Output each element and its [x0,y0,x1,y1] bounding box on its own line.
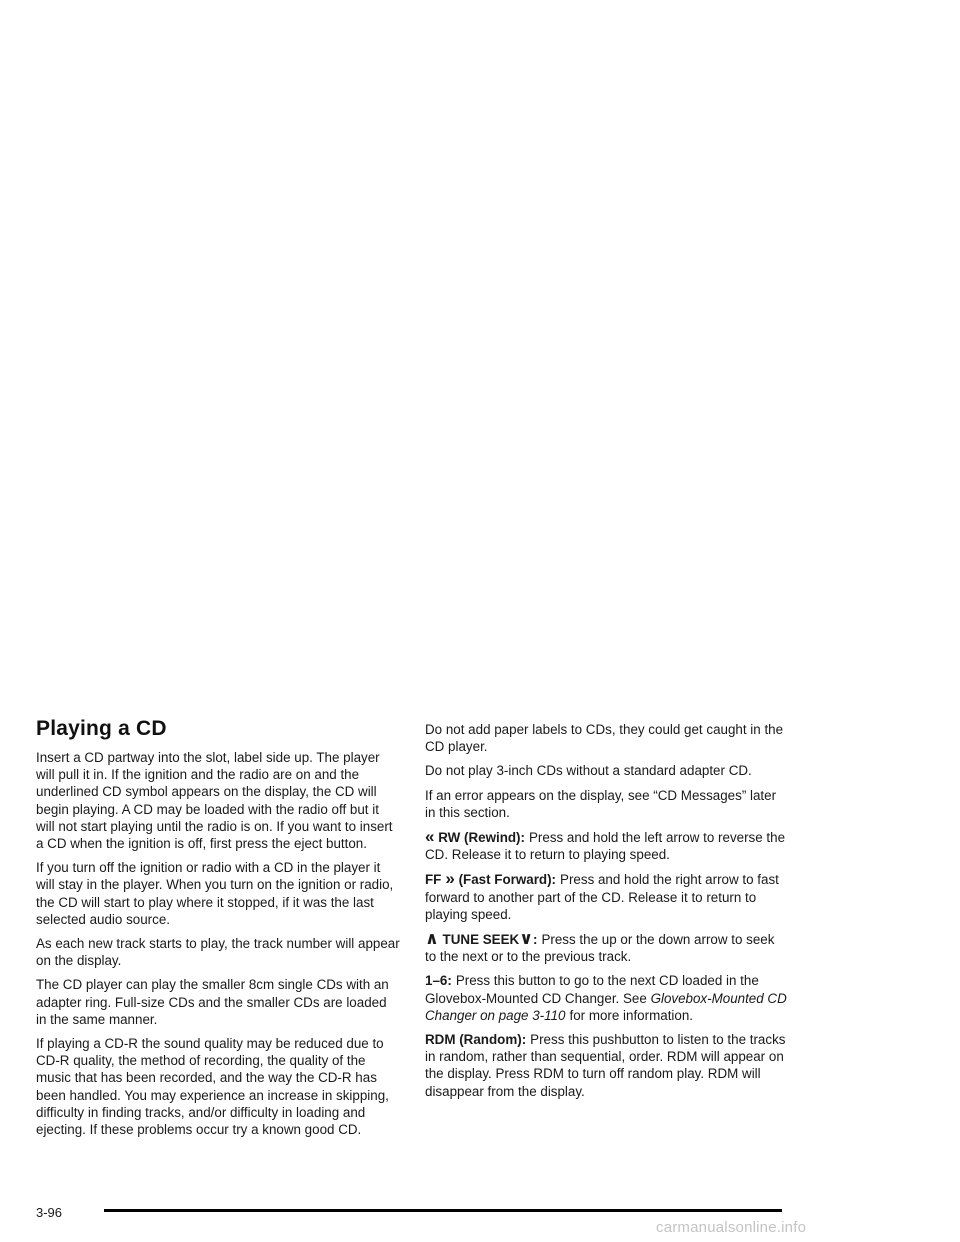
control-term: (Fast Forward): [458,872,557,888]
control-description: Press this pushbutton to listen to the tracks in random, rather than sequential, order. RDM will appear on the display. Press RDM to turn off random play. RDM will disappear from the display. [425,1032,786,1099]
control-tune-seek [425,930,789,965]
control-description: Press and hold the left arrow to reverse the CD. Release it to return to playing speed. [425,830,786,863]
control-prefix: FF [425,872,442,888]
rewind-icon: « [425,827,435,847]
control-description-end: for more information. [569,1007,694,1023]
control-numbers [425,972,789,1024]
control-term: 1–6: [425,973,452,989]
control-description: Press and hold the right arrow to fast forward to another part of the CD. Release it to return to playing speed. [425,872,779,922]
control-term-suffix: : [533,932,538,948]
page-number: 3-96 [36,1205,63,1220]
seek-down-icon: ∨ [519,929,533,949]
watermark: carmanualsonline.info [656,1219,807,1236]
section-heading: Playing a CD [36,717,167,740]
seek-up-icon: ∧ [425,929,439,949]
footer-rule [104,1209,782,1212]
cross-reference-link[interactable]: Glovebox-Mounted CD Changer on page 3-110 [425,990,787,1023]
body-paragraph: Insert a CD partway into the slot, label side up. The player will pull it in. If the ignition and the radio are on and the underlined CD symbol appears on the display, the CD will begin playing. A CD may be loaded with the radio off but it will not start playing until the radio is on. If you want to insert a CD when the ignition is off, first press the eject button. [36,750,393,852]
body-paragraph: If playing a CD-R the sound quality may be reduced due to CD-R quality, the method of recording, the quality of the music that has been recorded, and the way the CD-R has been handled. You may experience an increase in skipping, difficulty in finding tracks, and/or difficulty in loading and ejecting. If these problems occur try a known good CD. [36,1036,389,1138]
control-rewind [425,828,789,863]
fast-forward-icon: » [445,869,455,889]
control-term: TUNE SEEK [442,932,520,948]
control-fast-forward [425,870,789,923]
control-random [425,1031,789,1100]
body-paragraph: Do not add paper labels to CDs, they could get caught in the CD player. [425,722,784,755]
control-description: Press this button to go to the next CD loaded in the Glovebox-Mounted CD Changer. See [425,973,759,1006]
body-paragraph: As each new track starts to play, the track number will appear on the display. [36,936,400,969]
body-paragraph: If you turn off the ignition or radio with a CD in the player it will stay in the player. When you turn on the ignition or radio, the CD will start to play where it stopped, if it was the last selected audio source. [36,860,394,927]
body-paragraph: The CD player can play the smaller 8cm single CDs with an adapter ring. Full-size CDs and the smaller CDs are loaded in the same manner. [36,977,389,1027]
body-paragraph: If an error appears on the display, see “CD Messages” later in this section. [425,787,777,820]
control-term: RDM (Random): [425,1032,527,1048]
control-description: Press the up or the down arrow to seek to the next or to the previous track. [425,932,775,965]
left-column [36,716,400,1145]
body-paragraph: Do not play 3-inch CDs without a standard adapter CD. [425,763,752,779]
right-column [425,721,789,1107]
control-term: RW (Rewind): [438,830,525,846]
